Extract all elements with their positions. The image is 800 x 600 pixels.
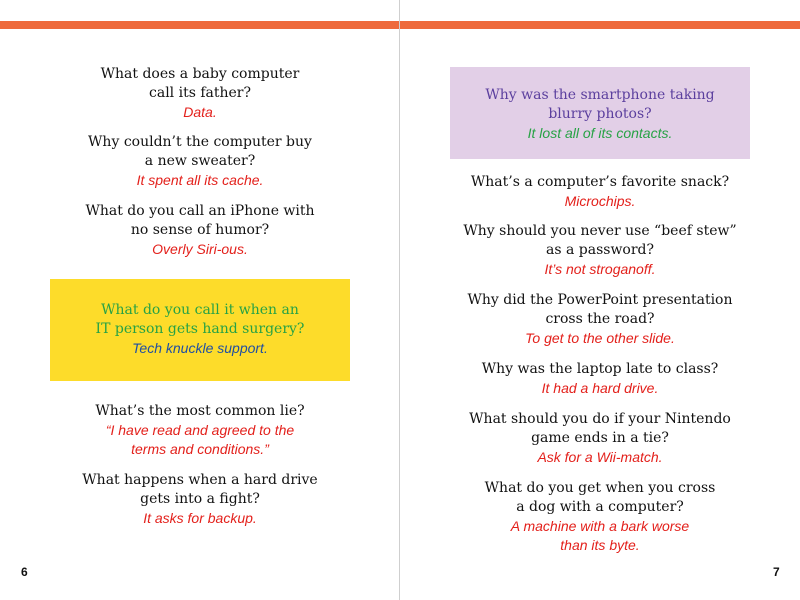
answer-line: Tech knuckle support. [132,340,268,356]
question-line: no sense of humor? [130,222,270,238]
joke-6 [50,471,350,528]
question-line: call its father? [149,85,251,101]
highlight-box-yellow [50,279,350,381]
question-line: Why was the laptop late to class? [481,361,719,377]
answer-line: Microchips. [564,193,636,209]
answer-line: It had a hard drive. [541,380,659,396]
joke-answer [50,509,350,528]
page-number: 7 [773,565,780,579]
joke-question [50,65,350,103]
answer-line: than its byte. [560,537,640,553]
joke-4 [50,279,350,358]
question-line: IT person gets hand surgery? [95,321,305,337]
joke-question [420,222,780,260]
joke-answer [420,448,780,467]
joke-question [420,479,780,517]
joke-question [50,301,350,339]
joke-question [420,360,780,379]
highlight-box-purple [450,67,750,159]
joke-2 [50,133,350,190]
answer-line: It asks for backup. [143,510,257,526]
question-line: What do you call it when an [101,302,299,318]
left-page [0,0,399,600]
question-line: What should you do if your Nintendo [469,411,731,427]
question-line: game ends in a tie? [531,430,669,446]
question-line: a new sweater? [144,153,256,169]
page-number: 6 [21,565,28,579]
answer-line: Overly Siri-ous. [152,241,248,257]
joke-7 [420,479,780,555]
joke-question [50,202,350,240]
joke-3 [50,202,350,259]
question-line: What does a baby computer [100,66,300,82]
joke-question [420,173,780,192]
joke-question [50,471,350,509]
answer-line: A machine with a bark worse [510,518,690,534]
joke-answer [50,240,350,259]
question-line: What’s the most common lie? [95,403,305,419]
joke-answer [420,379,780,398]
joke-question [50,133,350,171]
joke-answer [420,260,780,279]
joke-answer [450,124,750,143]
joke-1 [450,67,750,143]
joke-answer [50,421,350,459]
answer-line: It spent all its cache. [136,172,264,188]
answer-line: It lost all of its contacts. [527,125,673,141]
question-line: Why should you never use “beef stew” [463,223,737,239]
joke-1 [50,65,350,122]
joke-answer [420,329,780,348]
question-line: blurry photos? [548,106,652,122]
question-line: What happens when a hard drive [82,472,318,488]
joke-5 [420,360,780,398]
answer-line: terms and conditions.” [131,441,269,457]
joke-answer [420,517,780,555]
question-line: What do you get when you cross [484,480,716,496]
joke-4 [420,291,780,348]
question-line: cross the road? [545,311,655,327]
answer-line: “I have read and agreed to the [105,422,295,438]
joke-5 [50,402,350,459]
answer-line: Ask for a Wii-match. [537,449,663,465]
joke-question [420,291,780,329]
question-line: Why couldn’t the computer buy [88,134,312,150]
question-line: a dog with a computer? [516,499,684,515]
joke-answer [50,339,350,358]
question-line: What do you call an iPhone with [85,203,315,219]
question-line: What’s a computer’s favorite snack? [470,174,730,190]
answer-line: It’s not stroganoff. [544,261,656,277]
joke-question [420,410,780,448]
joke-question [50,402,350,421]
joke-question [450,86,750,124]
question-line: Why did the PowerPoint presentation [467,292,733,308]
joke-2 [420,173,780,211]
right-page [400,0,800,600]
answer-line: To get to the other slide. [525,330,675,346]
joke-answer [420,192,780,211]
joke-3 [420,222,780,279]
answer-line: Data. [183,104,217,120]
question-line: as a password? [545,242,655,258]
question-line: gets into a fight? [140,491,260,507]
joke-answer [50,103,350,122]
joke-answer [50,171,350,190]
question-line: Why was the smartphone taking [485,87,715,103]
joke-6 [420,410,780,467]
